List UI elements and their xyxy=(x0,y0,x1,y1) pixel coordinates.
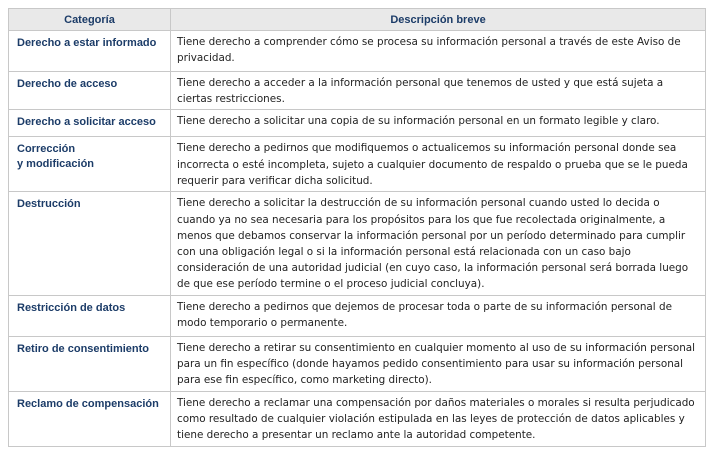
table-row xyxy=(9,137,706,192)
row-description: Tiene derecho a comprender cómo se procesa su información personal a través de este Aviso de privacidad. xyxy=(171,31,706,72)
row-category: Restricción de datos xyxy=(9,295,171,336)
table-row xyxy=(9,31,706,72)
row-category: Derecho de acceso xyxy=(9,72,171,110)
table-header-row xyxy=(9,9,706,31)
row-category: Retiro de consentimiento xyxy=(9,336,171,391)
row-description: Tiene derecho a pedirnos que dejemos de procesar toda o parte de su información personal de modo temporario o permanente. xyxy=(171,295,706,336)
row-description: Tiene derecho a pedirnos que modifiquemos o actualicemos su información personal donde sea incorrecta o esté incompleta, sujeto a cualquier documento de respaldo o prueba que se le pueda requerir para verificar dicha solicitud. xyxy=(171,137,706,192)
row-description: Tiene derecho a reclamar una compensación por daños materiales o morales si resulta perjudicado como resultado de cualquier violación estipulada en las leyes de protección de datos aplicables y tiene derecho a presentar un reclamo ante la autoridad competente. xyxy=(171,391,706,446)
row-category: Corrección y modificación xyxy=(9,137,171,192)
table-row xyxy=(9,336,706,391)
table-row xyxy=(9,192,706,295)
row-category: Reclamo de compensación xyxy=(9,391,171,446)
row-category: Destrucción xyxy=(9,192,171,295)
row-category: Derecho a solicitar acceso xyxy=(9,110,171,137)
category-column-header: Categoría xyxy=(9,9,171,31)
table-row xyxy=(9,391,706,446)
description-column-header: Descripción breve xyxy=(171,9,706,31)
row-description: Tiene derecho a acceder a la información personal que tenemos de usted y que está sujeta a ciertas restricciones. xyxy=(171,72,706,110)
row-category: Derecho a estar informado xyxy=(9,31,171,72)
row-description: Tiene derecho a solicitar una copia de su información personal en un formato legible y claro. xyxy=(171,110,706,137)
rights-table xyxy=(8,8,706,447)
row-description: Tiene derecho a retirar su consentimiento en cualquier momento al uso de su información personal para un fin específico (donde hayamos pedido consentimiento para usar su información personal para ese fin específico, como marketing directo). xyxy=(171,336,706,391)
table-row xyxy=(9,72,706,110)
row-description: Tiene derecho a solicitar la destrucción de su información personal cuando usted lo decida o cuando ya no sea necesaria para los propósitos para los que fue recolectada originalmente, a menos que debamos conservar la información personal por un período determinado para cumplir con una obligación legal o si la información personal está relacionada con un caso bajo consideración de una autoridad judicial (en cuyo caso, la información personal será borrada luego de que ese período termine o el proceso judicial concluya). xyxy=(171,192,706,295)
table-row xyxy=(9,110,706,137)
table-row xyxy=(9,295,706,336)
